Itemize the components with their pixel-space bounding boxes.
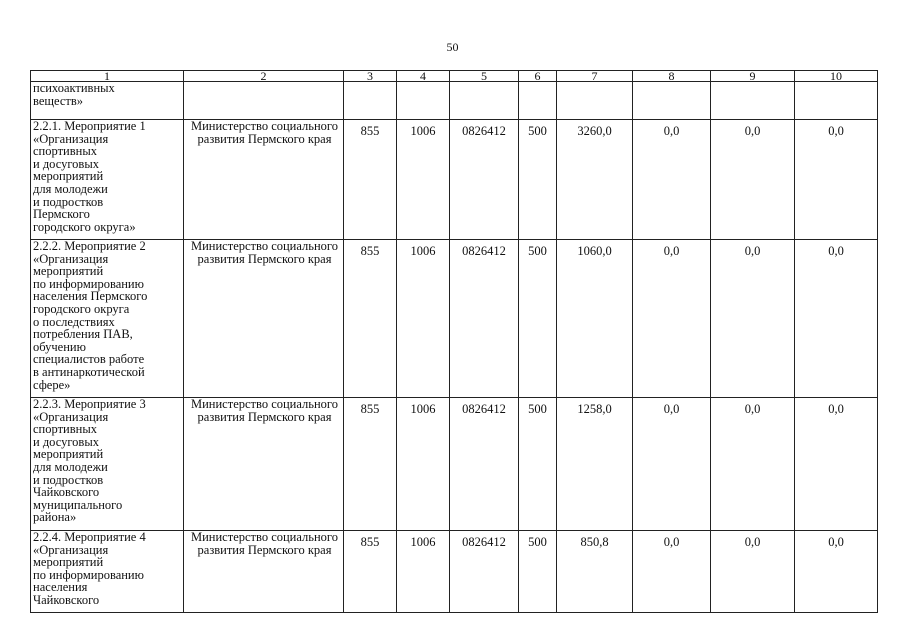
cell-c5: 0826412 — [450, 120, 519, 240]
cell-c10: 0,0 — [795, 120, 878, 240]
cell-c4: 1006 — [397, 240, 450, 398]
cell-name: 2.2.4. Мероприятие 4 «Организация мероприятий по информированию населения Чайковского — [31, 531, 184, 613]
cell-c6: 500 — [519, 531, 557, 613]
cell-c6: 500 — [519, 398, 557, 531]
cell-empty — [344, 82, 397, 120]
header-cell: 6 — [519, 71, 557, 82]
header-cell: 3 — [344, 71, 397, 82]
budget-table — [30, 70, 878, 613]
cell-empty — [184, 82, 344, 120]
cell-empty — [397, 82, 450, 120]
cell-empty — [633, 82, 711, 120]
cell-department: Министерство социального развития Пермского края — [184, 120, 344, 240]
cell-empty — [557, 82, 633, 120]
cell-c10: 0,0 — [795, 398, 878, 531]
cell-c8: 0,0 — [633, 240, 711, 398]
cell-empty — [519, 82, 557, 120]
cell-c8: 0,0 — [633, 120, 711, 240]
cell-c7: 1258,0 — [557, 398, 633, 531]
cell-c5: 0826412 — [450, 398, 519, 531]
cell-c3: 855 — [344, 240, 397, 398]
cell-c3: 855 — [344, 398, 397, 531]
cell-department: Министерство социального развития Пермского края — [184, 531, 344, 613]
header-cell: 5 — [450, 71, 519, 82]
header-cell: 4 — [397, 71, 450, 82]
header-cell: 2 — [184, 71, 344, 82]
table-row — [31, 531, 878, 613]
cell-c7: 850,8 — [557, 531, 633, 613]
cell-empty — [795, 82, 878, 120]
page-number: 50 — [446, 40, 459, 54]
cell-c7: 3260,0 — [557, 120, 633, 240]
header-cell: 7 — [557, 71, 633, 82]
cell-c7: 1060,0 — [557, 240, 633, 398]
cell-c3: 855 — [344, 120, 397, 240]
cell-c4: 1006 — [397, 531, 450, 613]
cell-c10: 0,0 — [795, 240, 878, 398]
table-row — [31, 398, 878, 531]
cell-name: 2.2.3. Мероприятие 3 «Организация спортивных и досуговых мероприятий для молодежи и подростков Чайковского муниципального района» — [31, 398, 184, 531]
cell-c6: 500 — [519, 120, 557, 240]
cell-c9: 0,0 — [711, 240, 795, 398]
table-row — [31, 120, 878, 240]
cell-c5: 0826412 — [450, 240, 519, 398]
cell-c9: 0,0 — [711, 120, 795, 240]
cell-name: 2.2.2. Мероприятие 2 «Организация мероприятий по информированию населения Пермского городского округа о последствиях потребления ПАВ, обучению специалистов работе в антинаркотической сфере» — [31, 240, 184, 398]
cell-c6: 500 — [519, 240, 557, 398]
header-cell: 10 — [795, 71, 878, 82]
table-row — [31, 240, 878, 398]
cell-department: Министерство социального развития Пермского края — [184, 398, 344, 531]
header-row — [31, 71, 878, 82]
cell-c9: 0,0 — [711, 398, 795, 531]
cell-name: психоактивных веществ» — [31, 82, 184, 120]
header-cell: 8 — [633, 71, 711, 82]
cell-c5: 0826412 — [450, 531, 519, 613]
cell-department: Министерство социального развития Пермского края — [184, 240, 344, 398]
cell-c3: 855 — [344, 531, 397, 613]
table-row-continued — [31, 82, 878, 120]
cell-empty — [711, 82, 795, 120]
cell-c4: 1006 — [397, 120, 450, 240]
cell-c9: 0,0 — [711, 531, 795, 613]
cell-c4: 1006 — [397, 398, 450, 531]
header-cell: 9 — [711, 71, 795, 82]
cell-c8: 0,0 — [633, 398, 711, 531]
cell-name: 2.2.1. Мероприятие 1 «Организация спортивных и досуговых мероприятий для молодежи и подростков Пермского городского округа» — [31, 120, 184, 240]
cell-c8: 0,0 — [633, 531, 711, 613]
cell-c10: 0,0 — [795, 531, 878, 613]
cell-empty — [450, 82, 519, 120]
header-cell: 1 — [31, 71, 184, 82]
